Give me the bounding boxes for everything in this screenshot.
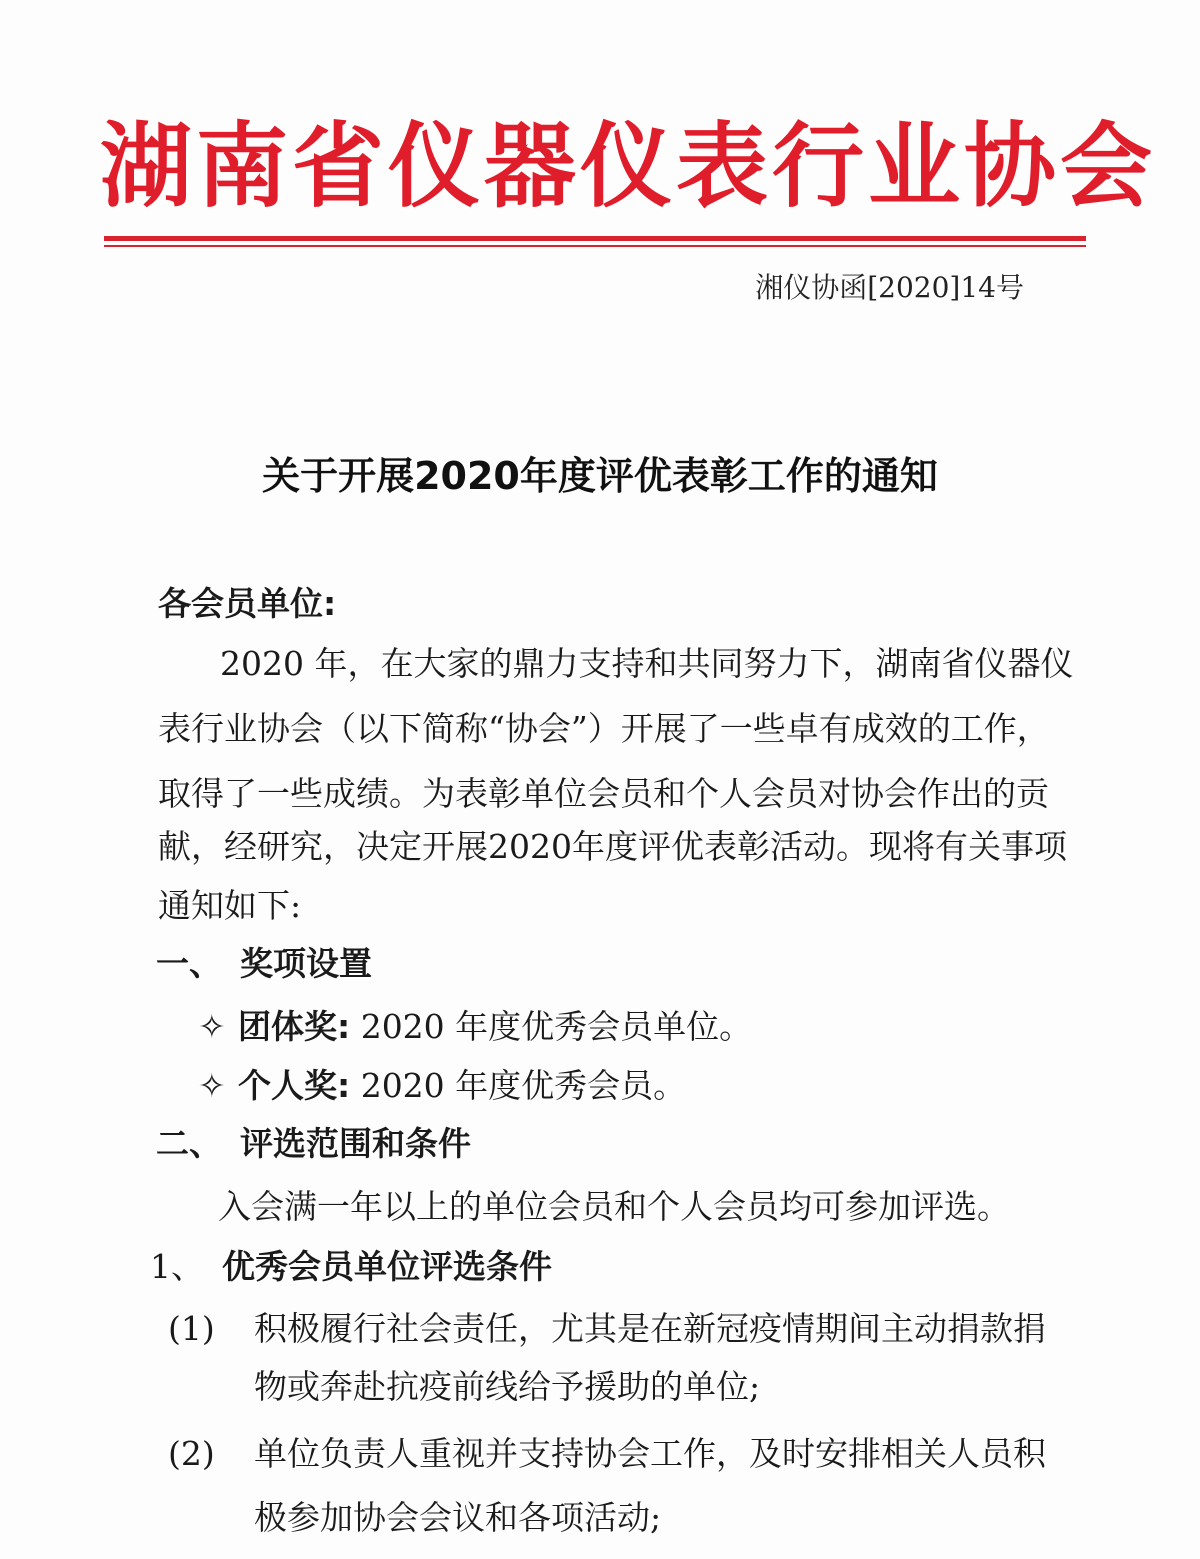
diamond-bullet-icon: ✧	[198, 1066, 226, 1105]
section-2-title: 评选范围和条件	[240, 1124, 471, 1163]
document-title: 关于开展2020年度评优表彰工作的通知	[262, 454, 938, 498]
award-text-group: 2020 年度优秀会员单位。	[350, 1007, 753, 1046]
criteria-item-1-line-2: 物或奔赴抗疫前线给予援助的单位;	[254, 1367, 761, 1406]
section-2-heading	[156, 1120, 471, 1168]
section-1-number: 一、	[156, 944, 222, 983]
subsection-1-title: 优秀会员单位评选条件	[222, 1247, 552, 1286]
award-label-individual: 个人奖:	[238, 1066, 351, 1105]
subsection-1-heading	[150, 1243, 552, 1291]
criteria-item-2	[168, 1430, 1046, 1478]
diamond-bullet-icon: ✧	[198, 1007, 226, 1046]
letterhead-org-name: 湖南省仪器仪表行业协会	[100, 113, 1157, 220]
award-text-individual: 2020 年度优秀会员。	[350, 1066, 687, 1105]
intro-line-3: 取得了一些成绩。为表彰单位会员和个人会员对协会作出的贡	[158, 774, 1049, 813]
award-item-group	[198, 1003, 752, 1051]
eligibility-scope: 入会满一年以上的单位会员和个人会员均可参加评选。	[218, 1187, 1010, 1226]
intro-line-1-text: 2020 年，在大家的鼎力支持和共同努力下，湖南省仪器仪	[220, 644, 1074, 683]
intro-line-1	[158, 640, 1073, 688]
criteria-item-2-number: (2)	[168, 1434, 215, 1473]
criteria-item-2-line-2: 极参加协会会议和各项活动;	[254, 1498, 662, 1537]
criteria-item-2-line-1: 单位负责人重视并支持协会工作，及时安排相关人员积	[254, 1434, 1046, 1473]
letterhead-rule-thin	[104, 245, 1086, 247]
section-1-title: 奖项设置	[240, 944, 372, 983]
intro-line-4: 献，经研究，决定开展2020年度评优表彰活动。现将有关事项	[158, 827, 1067, 866]
intro-line-2: 表行业协会（以下简称“协会”）开展了一些卓有成效的工作，	[158, 709, 1050, 748]
criteria-item-1-number: (1)	[168, 1309, 215, 1348]
document-number: 湘仪协函[2020]14号	[755, 271, 1024, 304]
section-1-heading	[156, 940, 372, 988]
letterhead-rule-thick	[104, 236, 1086, 241]
subsection-1-number: 1、	[150, 1247, 204, 1286]
criteria-item-1	[168, 1305, 1046, 1353]
intro-line-5: 通知如下:	[158, 886, 302, 925]
criteria-item-1-line-1: 积极履行社会责任，尤其是在新冠疫情期间主动捐款捐	[254, 1309, 1046, 1348]
section-2-number: 二、	[156, 1124, 222, 1163]
award-label-group: 团体奖:	[238, 1007, 351, 1046]
award-item-individual	[198, 1062, 686, 1110]
salutation: 各会员单位:	[158, 584, 337, 623]
